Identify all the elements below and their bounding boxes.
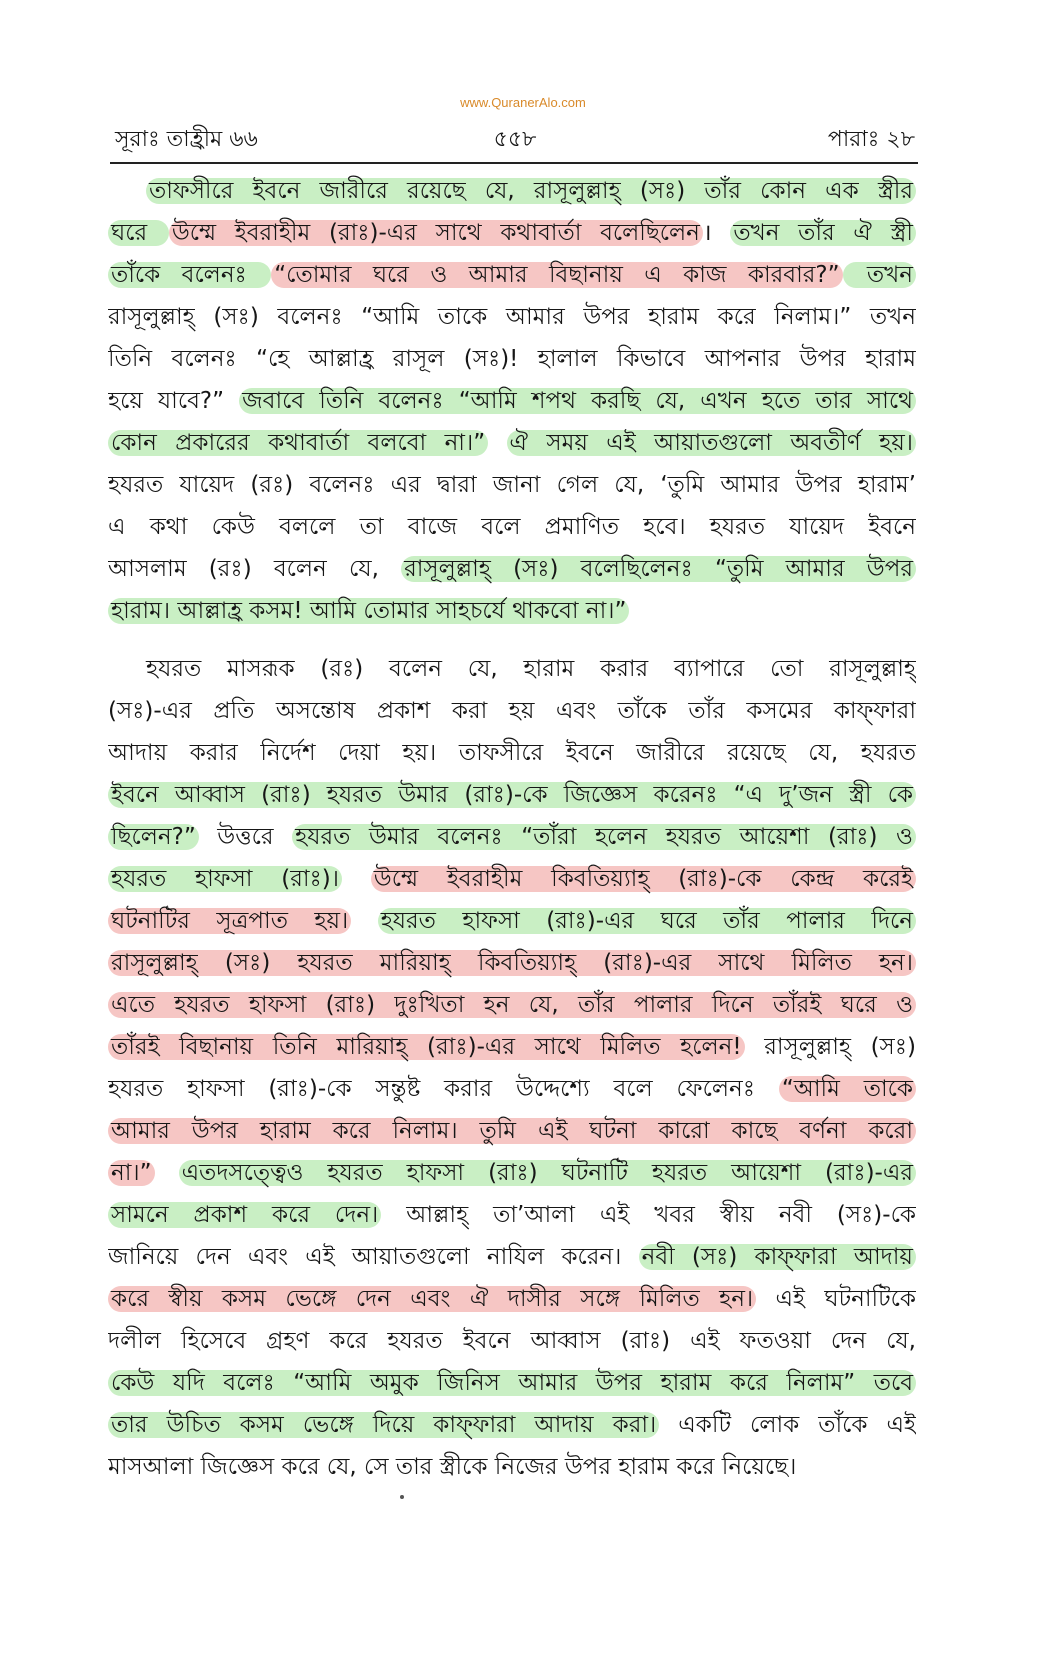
text-line (108, 1362, 916, 1404)
page-mark (400, 1495, 404, 1499)
text-segment: মাসআলা জিজ্ঞেস করে যে, সে তার স্ত্রীকে নিজের উপর হারাম করে নিয়েছে। (108, 1454, 797, 1480)
text-segment: একটি লোক তাঁকে এই (659, 1412, 916, 1438)
highlight-green: তাঁকে বলেনঃ (108, 262, 271, 288)
surah-name: সূরাঃ তাহ্রীম ৬৬ (115, 127, 258, 152)
text-segment: তিনি বলেনঃ “হে আল্লাহ্র রাসূল (সঃ)! হালাল কিভাবে আপনার উপর হারাম (108, 346, 916, 372)
highlight-green: তখন তাঁর ঐ স্ত্রী (730, 220, 916, 246)
text-segment (351, 908, 377, 934)
highlight-pink: তাঁরই বিছানায় তিনি মারিয়াহ্ (রাঃ)-এর সাথে মিলিত হলেন! (108, 1034, 745, 1060)
highlight-green: হযরত হাফসা (রাঃ)-এর ঘরে তাঁর পালার দিনে (378, 908, 916, 934)
text-line (108, 1278, 916, 1320)
text-segment (155, 1160, 179, 1186)
highlight-pink: উম্মে ইবরাহীম কিবতিয়্যাহ্ (রাঃ)-কে কেন্দ্র করেই (371, 866, 916, 892)
highlight-green: রাসূলুল্লাহ্ (সঃ) বলেছিলেনঃ “তুমি আমার উপর (401, 556, 916, 582)
highlight-pink: “তোমার ঘরে ও আমার বিছানায় এ কাজ কারবার?” (271, 262, 842, 288)
text-line (108, 1194, 916, 1236)
text-line (108, 170, 916, 212)
page-number: ৫৫৮ (493, 127, 537, 152)
text-segment: এ কথা কেউ বললে তা বাজে বলে প্রমাণিত হবে। হযরত যায়েদ ইবনে (108, 514, 916, 540)
text-line (108, 506, 916, 548)
text-line (108, 774, 916, 816)
highlight-pink: আমার উপর হারাম করে নিলাম। তুমি এই ঘটনা কারো কাছে বর্ণনা করো (108, 1118, 916, 1144)
text-segment: হযরত যায়েদ (রঃ) বলেনঃ এর দ্বারা জানা গেল যে, ‘তুমি আমার উপর হারাম’ (108, 472, 916, 498)
text-segment: আসলাম (রঃ) বলেন যে, (108, 556, 402, 582)
text-line (108, 1404, 916, 1446)
text-line (108, 338, 916, 380)
text-line (108, 984, 916, 1026)
text-line (108, 732, 916, 774)
text-segment: আদায় করার নির্দেশ দেয়া হয়। তাফসীরে ইবনে জারীরে রয়েছে যে, হযরত (108, 740, 916, 766)
text-line (108, 590, 916, 632)
highlight-green: ইবনে আব্বাস (রাঃ) হযরত উমার (রাঃ)-কে জিজ্ঞেস করেনঃ “এ দু’জন স্ত্রী কে (108, 782, 916, 808)
highlight-green: তাফসীরে ইবনে জারীরে রয়েছে যে, রাসূলুল্লাহ্ (সঃ) তাঁর কোন এক স্ত্রীর (146, 178, 916, 204)
highlight-green: হযরত উমার বলেনঃ “তাঁরা হলেন হযরত আয়েশা (রাঃ) ও (292, 824, 916, 850)
text-line (108, 858, 916, 900)
text-segment: (সঃ)-এর প্রতি অসন্তোষ প্রকাশ করা হয় এবং তাঁকে তাঁর কসমের কাফ্ফারা (108, 698, 916, 724)
text-segment: রাসূলুল্লাহ্ (সঃ) (744, 1034, 916, 1060)
text-segment: হয়ে যাবে?” (108, 388, 240, 414)
highlight-green: সামনে প্রকাশ করে দেন। (108, 1202, 381, 1228)
text-line (108, 548, 916, 590)
text-line (108, 1068, 916, 1110)
paragraph (108, 170, 916, 632)
text-line (108, 942, 916, 984)
highlight-pink: করে স্বীয় কসম ভেঙ্গে দেন এবং ঐ দাসীর সঙ্গে মিলিত হন। (108, 1286, 756, 1312)
text-segment: জানিয়ে দেন এবং এই আয়াতগুলো নাযিল করেন। (108, 1244, 639, 1270)
highlight-pink: ঘটনাটির সূত্রপাত হয়। (108, 908, 351, 934)
text-segment: হযরত হাফসা (রাঃ)-কে সন্তুষ্ট করার উদ্দেশ্যে বলে ফেলেনঃ (108, 1076, 779, 1102)
highlight-green: ঘরে (108, 220, 169, 246)
highlight-green: ঐ সময় এই আয়াতগুলো অবতীর্ণ হয়। (507, 430, 916, 456)
highlight-green: হযরত হাফসা (রাঃ)। (108, 866, 342, 892)
text-line (108, 900, 916, 942)
highlight-pink: না।” (108, 1160, 155, 1186)
paragraph (108, 648, 916, 1488)
highlight-pink: রাসূলুল্লাহ্ (সঃ) হযরত মারিয়াহ্ কিবতিয়্যাহ্ (রাঃ)-এর সাথে মিলিত হন। (108, 950, 916, 976)
text-segment: উত্তরে (198, 824, 293, 850)
text-line (108, 1026, 916, 1068)
text-segment: হযরত মাসরূক (রঃ) বলেন যে, হারাম করার ব্যাপারে তো রাসূলুল্লাহ্ (146, 656, 916, 682)
highlight-green: তার উচিত কসম ভেঙ্গে দিয়ে কাফ্ফারা আদায় করা। (108, 1412, 659, 1438)
text-line (108, 648, 916, 690)
text-line (108, 212, 916, 254)
text-line (108, 1110, 916, 1152)
text-segment (342, 866, 371, 892)
text-line (108, 254, 916, 296)
highlight-pink: “আমি তাকে (779, 1076, 916, 1102)
highlight-green: জবাবে তিনি বলেনঃ “আমি শপথ করছি যে, এখন হতে তার সাথে (239, 388, 916, 414)
highlight-green: ছিলেন?” (108, 824, 199, 850)
text-line (108, 1236, 916, 1278)
text-line (108, 1152, 916, 1194)
text-segment (488, 430, 506, 456)
text-line (108, 1320, 916, 1362)
text-segment: দলীল হিসেবে গ্রহণ করে হযরত ইবনে আব্বাস (রাঃ) এই ফতওয়া দেন যে, (108, 1328, 916, 1354)
highlight-green: নবী (সঃ) কাফ্ফারা আদায় (639, 1244, 916, 1270)
highlight-pink: এতে হযরত হাফসা (রাঃ) দুঃখিতা হন যে, তাঁর পালার দিনে তাঁরই ঘরে ও (108, 992, 916, 1018)
text-line (108, 380, 916, 422)
para-number: পারাঃ ২৮ (827, 127, 915, 152)
text-line (108, 296, 916, 338)
text-line (108, 464, 916, 506)
watermark-url: www.QuranerAlo.com (460, 95, 586, 110)
text-segment: এই ঘটনাটিকে (756, 1286, 916, 1312)
text-segment: আল্লাহ্ তা’আলা এই খবর স্বীয় নবী (সঃ)-কে (381, 1202, 916, 1228)
body-text (108, 170, 916, 1488)
highlight-green: হারাম। আল্লাহ্র কসম! আমি তোমার সাহচর্যে থাকবো না।” (108, 598, 629, 624)
text-segment: রাসূলুল্লাহ্ (সঃ) বলেনঃ “আমি তাকে আমার উপর হারাম করে নিলাম।” তখন (108, 304, 916, 330)
highlight-green: এতদসত্ত্বেও হযরত হাফসা (রাঃ) ঘটনাটি হযরত আয়েশা (রাঃ)-এর (179, 1160, 916, 1186)
highlight-pink: উম্মে ইবরাহীম (রাঃ)-এর সাথে কথাবার্তা বলেছিলেন (169, 220, 703, 246)
header-divider (110, 162, 918, 164)
text-line (108, 816, 916, 858)
highlight-green: কোন প্রকারের কথাবার্তা বলবো না।” (108, 430, 488, 456)
text-segment: । (702, 220, 731, 246)
text-line (108, 1446, 916, 1488)
page-header (115, 118, 915, 158)
text-line (108, 690, 916, 732)
text-line (108, 422, 916, 464)
highlight-green: তখন (843, 262, 916, 288)
highlight-green: কেউ যদি বলেঃ “আমি অমুক জিনিস আমার উপর হারাম করে নিলাম” তবে (108, 1370, 916, 1396)
